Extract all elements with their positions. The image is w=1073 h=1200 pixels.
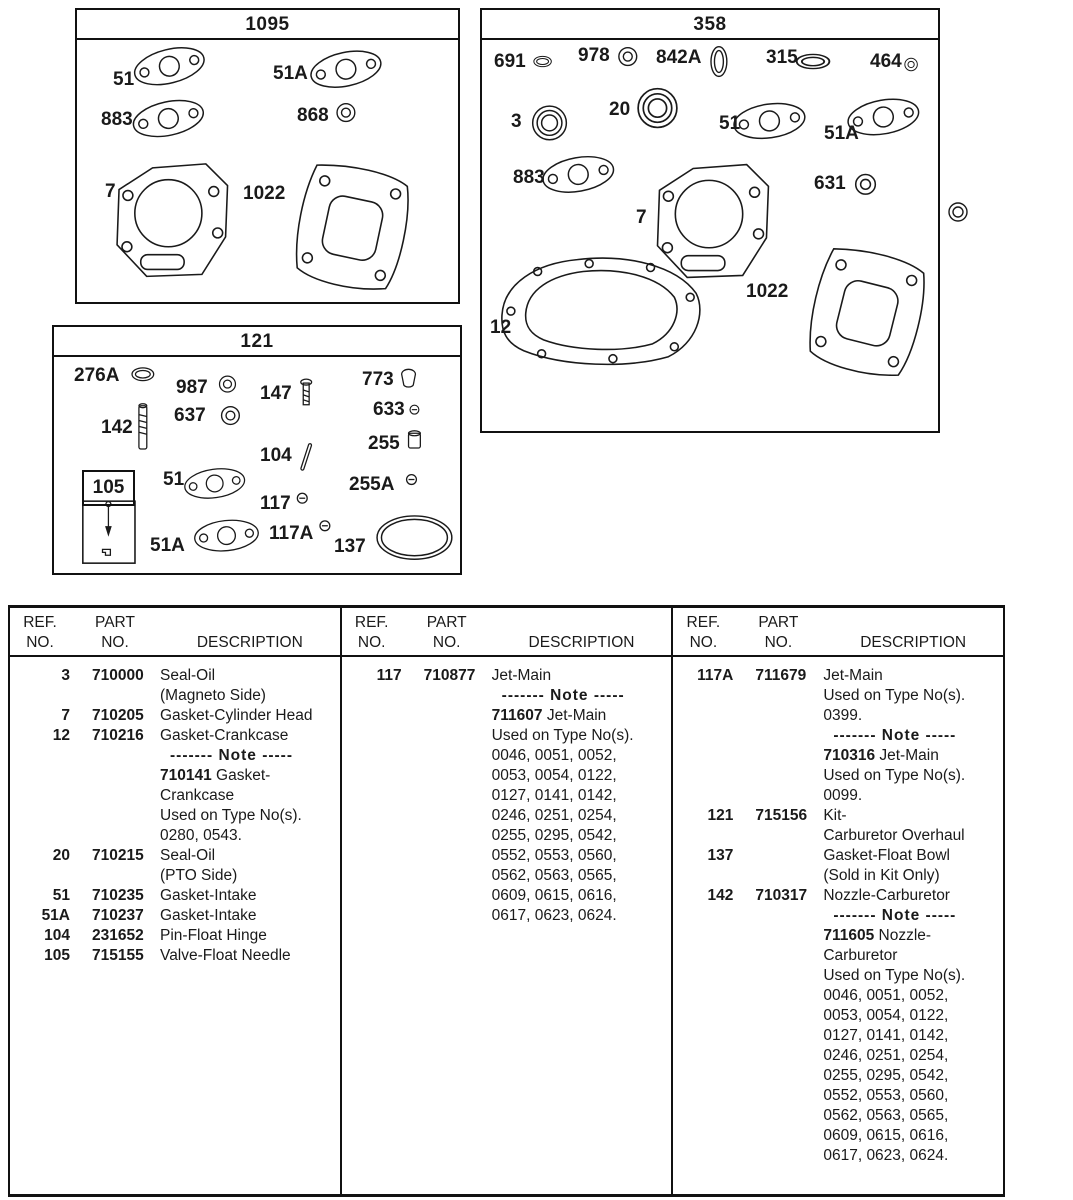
header-description: DESCRIPTION bbox=[196, 634, 303, 651]
note-line: ------- Note ----- bbox=[833, 727, 957, 744]
table-header bbox=[10, 608, 340, 657]
part-callout-637: 637 bbox=[174, 405, 206, 426]
part-no: 715156 bbox=[755, 807, 808, 824]
part-callout-1022: 1022 bbox=[746, 281, 789, 302]
note-line: ------- Note ----- bbox=[170, 747, 293, 764]
part-callout-20: 20 bbox=[609, 99, 631, 120]
panel-358-artwork bbox=[482, 10, 938, 431]
gasket-intake-51-drawing bbox=[183, 465, 247, 502]
part-callout-868: 868 bbox=[297, 105, 329, 126]
gasket-intake-51A-drawing bbox=[308, 45, 384, 93]
parts-entry bbox=[10, 906, 340, 926]
description-line: 0127, 0141, 0142, bbox=[491, 787, 617, 804]
part-callout-104: 104 bbox=[260, 445, 292, 466]
part-callout-773: 773 bbox=[362, 369, 394, 390]
table-column-3 bbox=[673, 608, 1003, 1194]
part-callout-631: 631 bbox=[814, 173, 846, 194]
description-line: 711605 Nozzle- bbox=[823, 927, 932, 944]
part-callout-315: 315 bbox=[766, 47, 798, 68]
description-line: 0246, 0251, 0254, bbox=[823, 1047, 949, 1064]
gasket-crankcase-12-drawing bbox=[502, 258, 700, 364]
part-callout-987: 987 bbox=[176, 377, 208, 398]
part-no: 710215 bbox=[92, 847, 144, 864]
gasket-cylinder-head-7-drawing bbox=[657, 165, 768, 278]
inline-part-no: 711607 bbox=[491, 707, 547, 724]
panel-1095-artwork bbox=[77, 10, 458, 302]
part-no: 711679 bbox=[755, 667, 807, 684]
part-633-drawing bbox=[410, 405, 419, 414]
description-line: 711607 Jet-Main bbox=[491, 707, 607, 724]
pin-104-drawing bbox=[301, 443, 312, 470]
gasket-intake-883-drawing bbox=[540, 152, 616, 198]
ref-no: 51 bbox=[52, 887, 70, 904]
part-callout-51: 51 bbox=[113, 69, 135, 90]
ref-no: 12 bbox=[52, 727, 70, 744]
part-callout-691: 691 bbox=[494, 51, 526, 72]
clip-105-drawing bbox=[103, 549, 111, 555]
part-987-drawing bbox=[220, 376, 236, 392]
part-255A-drawing bbox=[407, 475, 417, 485]
oring-276A-drawing bbox=[132, 368, 154, 381]
gasket-intake-883-drawing bbox=[130, 95, 206, 143]
inline-part-no: 711605 bbox=[823, 927, 879, 944]
description bbox=[160, 846, 340, 886]
description-line: Gasket-Cylinder Head bbox=[160, 707, 313, 724]
part-callout-7: 7 bbox=[636, 207, 647, 228]
description-line: 0562, 0563, 0565, bbox=[823, 1107, 949, 1124]
parts-entry bbox=[673, 806, 1003, 846]
parts-entry bbox=[673, 846, 1003, 886]
part-callout-883: 883 bbox=[101, 109, 133, 130]
part-no: 710235 bbox=[92, 887, 144, 904]
description-line: Used on Type No(s). bbox=[823, 767, 966, 784]
description-line: Used on Type No(s). bbox=[823, 687, 966, 704]
panel-title: 358 bbox=[482, 10, 938, 40]
ref-no: 104 bbox=[44, 927, 70, 944]
small-oring-drawing bbox=[944, 198, 972, 226]
part-callout-142: 142 bbox=[101, 417, 133, 438]
description-line: Kit- bbox=[823, 807, 847, 824]
part-callout-633: 633 bbox=[373, 399, 405, 420]
part-no: 710000 bbox=[92, 667, 144, 684]
header-ref-no: REF. NO. bbox=[354, 614, 389, 651]
description-line: 0053, 0054, 0122, bbox=[491, 767, 617, 784]
parts-entry bbox=[10, 726, 340, 846]
part-callout-137: 137 bbox=[334, 536, 366, 557]
part-637-drawing bbox=[222, 407, 240, 425]
description-line: (Magneto Side) bbox=[160, 687, 266, 704]
description bbox=[160, 666, 340, 706]
part-no: 231652 bbox=[92, 927, 144, 944]
description-line: Used on Type No(s). bbox=[491, 727, 634, 744]
part-callout-51A: 51A bbox=[824, 123, 859, 144]
description-line: 710316 Jet-Main bbox=[823, 747, 939, 764]
part-868-drawing bbox=[337, 104, 355, 122]
gasket-1022-drawing bbox=[288, 158, 416, 296]
gasket-cylinder-head-7-drawing bbox=[117, 164, 227, 276]
ref-no: 121 bbox=[707, 807, 734, 824]
description bbox=[823, 666, 1003, 806]
part-no bbox=[733, 846, 823, 886]
description-line: 0280, 0543. bbox=[160, 827, 242, 844]
gasket-1022-drawing bbox=[801, 242, 933, 383]
description-line: Nozzle-Carburetor bbox=[823, 887, 950, 904]
part-callout-255: 255 bbox=[368, 433, 400, 454]
parts-entry bbox=[10, 886, 340, 906]
description bbox=[160, 926, 340, 946]
header-part-no: PART NO. bbox=[426, 614, 467, 651]
description bbox=[823, 886, 1003, 1166]
part-no: 710205 bbox=[92, 707, 144, 724]
description-line: Crankcase bbox=[160, 787, 235, 804]
header-description: DESCRIPTION bbox=[860, 634, 967, 651]
description-line: Valve-Float Needle bbox=[160, 947, 291, 964]
table-body-2 bbox=[342, 657, 672, 926]
description bbox=[823, 846, 1003, 886]
table-column-1 bbox=[10, 608, 342, 1194]
description-line: 0255, 0295, 0542, bbox=[491, 827, 617, 844]
description-line: Used on Type No(s). bbox=[160, 807, 302, 824]
part-callout-105: 105 bbox=[82, 470, 135, 506]
note-line: ------- Note ----- bbox=[833, 907, 957, 924]
header-part-no: PART NO. bbox=[758, 614, 799, 651]
part-callout-464: 464 bbox=[870, 51, 902, 72]
part-callout-117: 117 bbox=[260, 493, 291, 514]
description-line: Seal-Oil bbox=[160, 847, 216, 864]
description-line: 0046, 0051, 0052, bbox=[823, 987, 949, 1004]
ref-no: 142 bbox=[707, 887, 734, 904]
description bbox=[160, 706, 340, 726]
inline-part-no: 710316 bbox=[823, 747, 880, 764]
diagram-panel-1095 bbox=[75, 8, 460, 304]
header-description: DESCRIPTION bbox=[528, 634, 635, 651]
part-callout-12: 12 bbox=[490, 317, 512, 338]
description bbox=[160, 726, 340, 846]
nozzle-142-drawing bbox=[139, 404, 147, 449]
oring-691-drawing bbox=[534, 56, 551, 66]
part-callout-51A: 51A bbox=[150, 535, 185, 556]
gasket-intake-51A-drawing bbox=[193, 517, 260, 554]
part-callout-276A: 276A bbox=[74, 365, 120, 386]
part-no: 710317 bbox=[755, 887, 808, 904]
description-line: 0246, 0251, 0254, bbox=[491, 807, 617, 824]
part-callout-883: 883 bbox=[513, 167, 545, 188]
ref-no: 3 bbox=[61, 667, 70, 684]
description-line: Gasket-Intake bbox=[160, 907, 257, 924]
description bbox=[823, 806, 1003, 846]
description-line: 0609, 0615, 0616, bbox=[491, 887, 617, 904]
part-callout-147: 147 bbox=[260, 383, 292, 404]
part-callout-51A: 51A bbox=[273, 63, 308, 84]
screw-147-drawing bbox=[301, 379, 312, 405]
table-body-1 bbox=[10, 657, 340, 966]
oring-315-drawing bbox=[797, 54, 830, 68]
description-line: Carburetor bbox=[823, 947, 898, 964]
needle-valve-105-drawing bbox=[106, 502, 111, 535]
description-line: (PTO Side) bbox=[160, 867, 238, 884]
part-callout-978: 978 bbox=[578, 45, 610, 66]
description-line: 0552, 0553, 0560, bbox=[491, 847, 617, 864]
description-line: 0046, 0051, 0052, bbox=[491, 747, 617, 764]
part-no: 710237 bbox=[92, 907, 144, 924]
part-callout-255A: 255A bbox=[349, 474, 395, 495]
description bbox=[160, 886, 340, 906]
description-line: 0552, 0553, 0560, bbox=[823, 1087, 949, 1104]
description-line: 0562, 0563, 0565, bbox=[491, 867, 617, 884]
description-line: Pin-Float Hinge bbox=[160, 927, 267, 944]
diagram-panel-358 bbox=[480, 8, 940, 433]
table-header bbox=[342, 608, 672, 657]
description-line: 0255, 0295, 0542, bbox=[823, 1067, 949, 1084]
parts-entry bbox=[10, 706, 340, 726]
description-line: 0617, 0623, 0624. bbox=[491, 907, 617, 924]
diagram-panel-121 bbox=[52, 325, 462, 575]
parts-entry bbox=[673, 886, 1003, 1166]
part-callout-51: 51 bbox=[163, 469, 185, 490]
part-callout-7: 7 bbox=[105, 181, 116, 202]
table-column-2 bbox=[342, 608, 674, 1194]
description-line: Carburetor Overhaul bbox=[823, 827, 965, 844]
part-978-drawing bbox=[619, 48, 637, 66]
ref-no: 137 bbox=[707, 847, 734, 864]
parts-entry bbox=[10, 926, 340, 946]
ring-631-drawing bbox=[856, 175, 876, 195]
part-no: 710216 bbox=[92, 727, 144, 744]
part-callout-1022: 1022 bbox=[243, 183, 286, 204]
part-464-drawing bbox=[905, 58, 917, 70]
gasket-float-bowl-137-drawing bbox=[377, 516, 452, 559]
header-ref-no: REF. NO. bbox=[686, 614, 721, 651]
description-line: Gasket-Crankcase bbox=[160, 727, 289, 744]
part-callout-3: 3 bbox=[511, 111, 522, 132]
ref-no: 20 bbox=[52, 847, 70, 864]
table-header bbox=[673, 608, 1003, 657]
parts-entry bbox=[342, 666, 672, 926]
description-line: Gasket-Float Bowl bbox=[823, 847, 950, 864]
parts-entry bbox=[673, 666, 1003, 806]
inline-part-no: 710141 bbox=[160, 767, 217, 784]
jet-117A-drawing bbox=[320, 521, 330, 531]
part-no: 710877 bbox=[423, 667, 476, 684]
jet-117-drawing bbox=[297, 493, 307, 503]
seal-oil-3-drawing bbox=[533, 106, 567, 140]
description bbox=[160, 906, 340, 926]
description-line: Used on Type No(s). bbox=[823, 967, 966, 984]
description-line: 0617, 0623, 0624. bbox=[823, 1147, 949, 1164]
part-255-drawing bbox=[409, 431, 421, 448]
description-line: 0609, 0615, 0616, bbox=[823, 1127, 949, 1144]
gasket-intake-51-drawing bbox=[131, 41, 208, 91]
table-body-3 bbox=[673, 657, 1003, 1166]
ref-no: 105 bbox=[44, 947, 70, 964]
part-842A-drawing bbox=[711, 47, 727, 77]
description-line: 710141 Gasket- bbox=[160, 767, 271, 784]
part-no: 715155 bbox=[92, 947, 144, 964]
ref-no: 51A bbox=[41, 907, 70, 924]
ref-no: 7 bbox=[61, 707, 70, 724]
parts-entry bbox=[10, 846, 340, 886]
part-callout-117A: 117A bbox=[269, 523, 314, 544]
parts-table bbox=[8, 605, 1005, 1197]
header-part-no: PART NO. bbox=[95, 614, 135, 651]
description-line: 0053, 0054, 0122, bbox=[823, 1007, 949, 1024]
seal-oil-20-drawing bbox=[638, 89, 677, 128]
panel-title: 1095 bbox=[77, 10, 458, 40]
ref-no: 117A bbox=[697, 667, 734, 684]
gasket-intake-51-drawing bbox=[732, 99, 807, 142]
description-line: 0099. bbox=[823, 787, 863, 804]
description bbox=[492, 666, 672, 926]
description-line: Jet-Main bbox=[491, 667, 552, 684]
description bbox=[160, 946, 340, 966]
ref-no: 117 bbox=[376, 667, 402, 684]
parts-entry bbox=[10, 946, 340, 966]
parts-entry bbox=[10, 666, 340, 706]
note-line: ------- Note ----- bbox=[501, 687, 625, 704]
part-773-drawing bbox=[402, 369, 416, 387]
description-line: (Sold in Kit Only) bbox=[823, 867, 940, 884]
description-line: Gasket-Intake bbox=[160, 887, 257, 904]
description-line: Jet-Main bbox=[823, 667, 883, 684]
part-callout-842A: 842A bbox=[656, 47, 702, 68]
panel-title: 121 bbox=[54, 327, 460, 357]
description-line: 0127, 0141, 0142, bbox=[823, 1027, 949, 1044]
part-callout-51: 51 bbox=[719, 113, 741, 134]
description-line: Seal-Oil bbox=[160, 667, 216, 684]
header-ref-no: REF. NO. bbox=[23, 614, 57, 651]
description-line: 0399. bbox=[823, 707, 863, 724]
